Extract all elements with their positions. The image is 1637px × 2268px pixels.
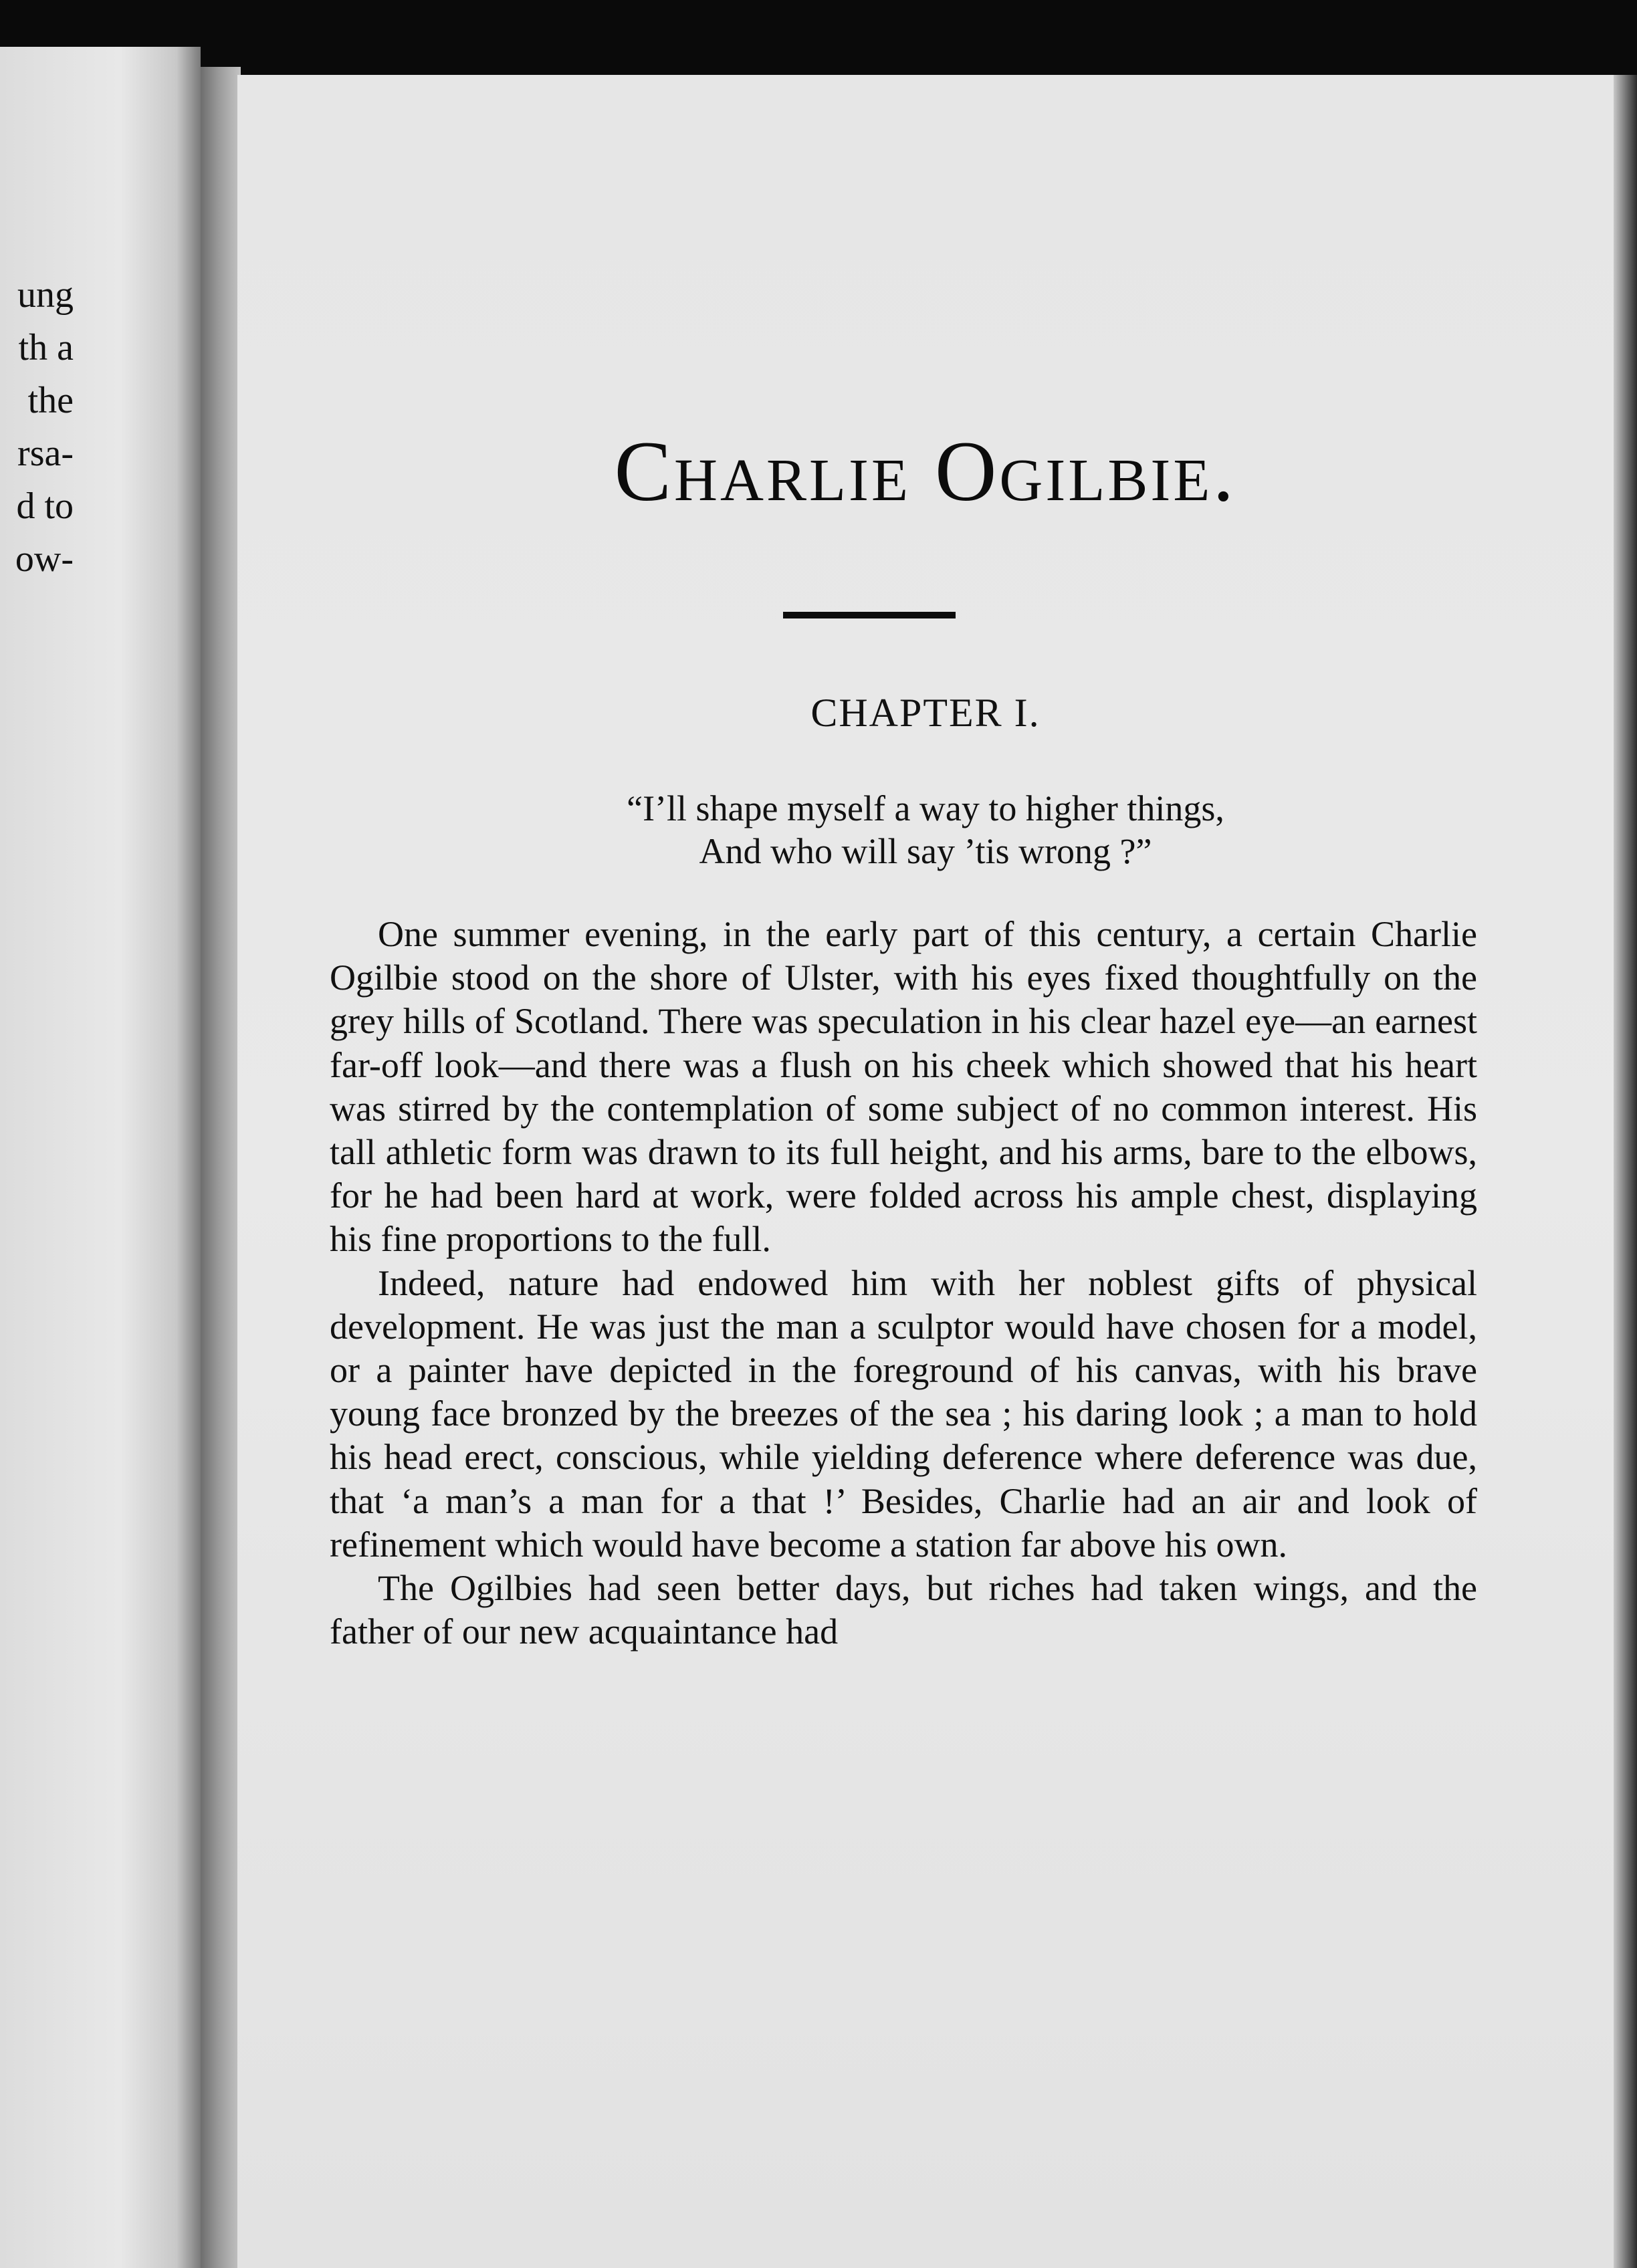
epigraph-line: “I’ll shape myself a way to higher things, bbox=[627, 788, 1224, 828]
left-fragment-line: th a bbox=[18, 327, 74, 368]
left-fragment-line: ow- bbox=[15, 538, 74, 580]
chapter-heading: CHAPTER I. bbox=[810, 691, 1041, 735]
epigraph-line: And who will say ’tis wrong ?” bbox=[699, 831, 1152, 871]
left-fragment-line: ung bbox=[17, 274, 74, 316]
book-gutter bbox=[201, 67, 241, 2268]
left-page bbox=[0, 47, 201, 2268]
page-edge-shadow bbox=[1614, 75, 1637, 2268]
epigraph bbox=[237, 787, 1614, 873]
paragraph: The Ogilbies had seen better days, but riches had taken wings, and the father of our new acquaintance had bbox=[330, 1568, 1477, 1652]
paragraph: One summer evening, in the early part of this century, a certain Charlie Ogilbie stood on the shore of Ulster, with his eyes fixed thoughtfully on the grey hills of Scotland. There was speculation in his clear hazel eye—an earnest far-off look—and there was a flush on his cheek which showed that his heart was stirred by the contemplation of some subject of no common interest. His tall athletic form was drawn to its full height, and his arms, bare to the elbows, for he had been hard at work, were folded across his ample chest, displaying his fine proportions to the full. bbox=[330, 914, 1477, 1260]
left-fragment-line: the bbox=[27, 380, 74, 421]
title-rule bbox=[783, 612, 956, 618]
left-fragment-line: d to bbox=[16, 485, 74, 527]
right-page bbox=[237, 75, 1614, 2268]
paragraph: Indeed, nature had endowed him with her noblest gifts of physical development. He was just the man a sculptor would have chosen for a model, or a painter have depicted in the foreground of his canvas, with his brave young face bronzed by the breezes of the sea ; his daring look ; a man to hold his head erect, conscious, while yielding deference where deference was due, that ‘a man’s a man for a that !’ Besides, Charlie had an air and look of refinement which would have become a station far above his own. bbox=[330, 1262, 1477, 1565]
body-text bbox=[330, 913, 1477, 1654]
left-fragment-line: rsa- bbox=[17, 433, 74, 474]
book-title: Charlie Ogilbie. bbox=[614, 424, 1237, 519]
left-page-text-fragments bbox=[0, 269, 74, 586]
